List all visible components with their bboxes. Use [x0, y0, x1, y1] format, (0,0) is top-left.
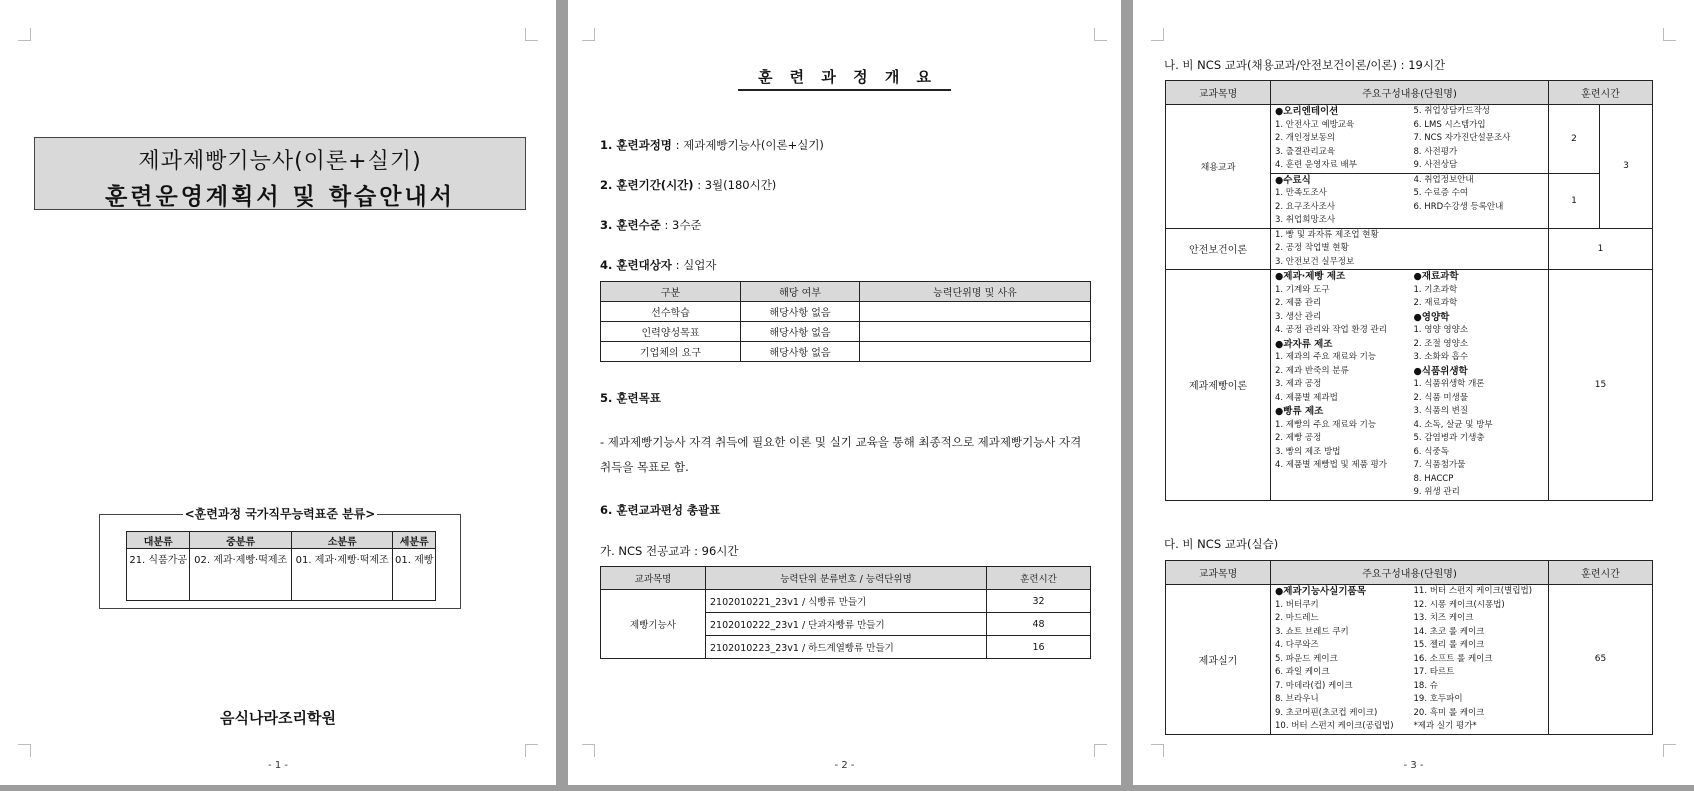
crop-mark — [1663, 28, 1676, 41]
list-item: 1. 빵 및 과자류 제조업 현황 — [1275, 229, 1379, 240]
table-row — [601, 302, 1091, 322]
course-target: 4. 훈련대상자 : 실업자 — [600, 258, 717, 272]
table-header: 능력단위명 및 사유 — [860, 282, 1091, 302]
table-cell: 16 — [987, 636, 1091, 659]
list-item: 2. 제빵 공정 — [1275, 433, 1322, 443]
table-header: 대분류 — [127, 532, 190, 549]
table-cell: 15 — [1549, 270, 1653, 501]
list-item: 2. 식품 미생물 — [1413, 392, 1469, 403]
page-number: - 2 - — [834, 760, 855, 771]
practice-list-left — [1271, 585, 1410, 734]
list-item: 4. 훈련 운영자료 배부 — [1275, 160, 1357, 170]
list-item: 13. 치즈 케이크 — [1413, 613, 1474, 623]
table-header: 세분류 — [393, 532, 436, 549]
completion-list-left — [1271, 174, 1410, 228]
table-row — [1166, 585, 1653, 735]
ncs-classification-table — [126, 531, 436, 601]
list-item: ●식품위생학 — [1413, 365, 1468, 377]
crop-mark — [582, 744, 595, 757]
list-item: 4. 소독, 살균 및 방부 — [1413, 419, 1493, 430]
table-header: 훈련시간 — [987, 567, 1091, 590]
list-item: 3. 소화와 흡수 — [1413, 352, 1469, 362]
list-item: 1. 식품위생학 개론 — [1413, 379, 1485, 389]
list-item: *제과 실기 평가* — [1413, 721, 1477, 731]
list-item: 1. 버터쿠키 — [1275, 599, 1319, 610]
list-item: 3. 생산 관리 — [1275, 311, 1322, 322]
table-header: 훈련시간 — [1549, 81, 1653, 105]
theory-list-right — [1410, 270, 1549, 500]
goal-heading: 5. 훈련목표 — [600, 391, 661, 405]
table-row — [601, 342, 1091, 362]
orientation-list-left — [1271, 105, 1410, 173]
table-cell: 48 — [987, 613, 1091, 636]
list-item: 1. 만족도조사 — [1275, 188, 1327, 198]
table-header: 주요구성내용(단원명) — [1271, 81, 1549, 105]
table-cell — [860, 342, 1091, 362]
table-header: 능력단위 분류번호 / 능력단위명 — [706, 567, 987, 590]
table-cell: 2102010223_23v1 / 하드계열빵류 만들기 — [706, 636, 987, 659]
title-box — [34, 137, 526, 210]
page-1 — [0, 0, 556, 785]
crop-mark — [1663, 744, 1676, 757]
theory-cell — [1271, 270, 1549, 501]
safety-list — [1271, 228, 1549, 270]
list-item: 9. 사전상담 — [1413, 160, 1458, 170]
ncs-course-table — [600, 566, 1091, 659]
list-item: 9. 위생 관리 — [1413, 487, 1460, 497]
list-item: 6. 식중독 — [1413, 446, 1449, 457]
list-item: 5. 취업상담카드작성 — [1413, 106, 1491, 116]
list-item: ●빵류 제조 — [1275, 406, 1324, 417]
target-table — [600, 281, 1091, 362]
table-cell: 2102010222_23v1 / 단과자빵류 만들기 — [706, 613, 987, 636]
page-2 — [568, 0, 1121, 785]
theory-list-left — [1271, 270, 1410, 500]
list-item: 16. 소프트 롤 케이크 — [1413, 653, 1493, 664]
crop-mark — [525, 744, 538, 757]
list-item: 8. 브라우니 — [1275, 694, 1319, 704]
list-item: 15. 젤리 롤 케이크 — [1413, 640, 1485, 650]
list-item: 4. 다쿠와즈 — [1275, 640, 1319, 650]
table-cell: 인력양성목표 — [601, 322, 741, 342]
list-item: ●재료과학 — [1413, 271, 1459, 282]
list-item: 17. 타르트 — [1413, 667, 1455, 677]
table-cell: 1 — [1549, 228, 1653, 270]
table-header: 구분 — [601, 282, 741, 302]
list-item: 3. 안전보건 실무정보 — [1275, 256, 1355, 267]
list-item: ●제과기능사실기품목 — [1275, 586, 1366, 597]
crop-mark — [1094, 28, 1107, 41]
table-row — [1166, 228, 1653, 270]
table-row — [601, 322, 1091, 342]
list-item: 1. 제과의 주요 재료와 기능 — [1275, 352, 1377, 362]
list-item: 6. LMS 시스템가입 — [1413, 119, 1486, 130]
list-item: 18. 슈 — [1413, 680, 1438, 691]
list-item: 3. 쇼트 브레드 쿠키 — [1275, 626, 1349, 637]
crop-mark — [1151, 744, 1164, 757]
list-item: 4. 제품별 제과법 — [1275, 392, 1338, 403]
non-ncs-theory-label: 나. 비 NCS 교과(채용교과/안전보건이론/이론) : 19시간 — [1164, 58, 1446, 72]
list-item: 7. 식품첨가물 — [1413, 460, 1466, 470]
table-row — [1166, 270, 1653, 501]
table-cell: 02. 제과·제빵·떡제조 — [190, 549, 292, 601]
crop-mark — [1151, 28, 1164, 41]
list-item: 1. 기초과학 — [1413, 284, 1458, 295]
list-item: 5. 파운드 케이크 — [1275, 653, 1338, 664]
table-header: 교과목명 — [601, 567, 706, 590]
list-item: 2. 제품 관리 — [1275, 298, 1322, 308]
table-cell: 65 — [1549, 585, 1653, 735]
list-item: 14. 초코 롤 케이크 — [1413, 626, 1485, 637]
list-item: 4. 취업정보안내 — [1413, 174, 1474, 185]
summary-heading: 6. 훈련교과편성 총괄표 — [600, 503, 721, 517]
list-item: 12. 시퐁 케이크(시퐁법) — [1413, 599, 1505, 610]
list-item: 2. 마드레느 — [1275, 613, 1319, 623]
table-cell: 제과제빵이론 — [1166, 270, 1271, 501]
crop-mark — [1094, 744, 1107, 757]
list-item: 10. 버터 스펀지 케이크(공립법) — [1275, 721, 1394, 731]
table-cell: 01. 제과·제빵·떡제조 — [291, 549, 393, 601]
page-3 — [1133, 0, 1694, 785]
table-row — [601, 590, 1091, 613]
list-item: 2. 재료과학 — [1413, 298, 1458, 308]
orientation-list-right — [1410, 105, 1549, 173]
completion-list-right — [1410, 174, 1549, 228]
crop-mark — [18, 28, 31, 41]
table-cell: 21. 식품가공 — [127, 549, 190, 601]
table-cell — [860, 322, 1091, 342]
course-name: 1. 훈련과정명 : 제과제빵기능사(이론+실기) — [600, 138, 824, 152]
list-item: 5. 감염병과 기생충 — [1413, 433, 1485, 443]
table-cell: 선수학습 — [601, 302, 741, 322]
crop-mark — [18, 744, 31, 757]
table-cell — [860, 302, 1091, 322]
ncs-box-title: <훈련과정 국가직무능력표준 분류> — [184, 507, 376, 521]
list-item: 19. 호두파이 — [1413, 694, 1463, 704]
list-item: 3. 제과 공정 — [1275, 379, 1322, 389]
list-item: 2. 제과 반죽의 분류 — [1275, 365, 1349, 376]
table-header: 주요구성내용(단원명) — [1271, 561, 1549, 585]
list-item: 3. 식품의 변질 — [1413, 406, 1469, 416]
list-item: 20. 흑미 롤 케이크 — [1413, 707, 1485, 718]
table-cell: 해당사항 없음 — [741, 342, 860, 362]
document-title: 제과제빵기능사(이론+실기) — [138, 149, 422, 174]
table-cell: 기업체의 요구 — [601, 342, 741, 362]
list-item: 3. 출결관리교육 — [1275, 146, 1336, 157]
practice-list-right — [1410, 585, 1549, 734]
list-item: 7. 마데라(컵) 케이크 — [1275, 680, 1353, 691]
course-duration: 2. 훈련기간(시간) : 3월(180시간) — [600, 178, 777, 192]
table-header: 교과목명 — [1166, 81, 1271, 105]
list-item: 8. 사전평가 — [1413, 146, 1458, 157]
table-cell: 제빵기능사 — [601, 590, 706, 659]
table-cell: 1 — [1549, 173, 1600, 228]
list-item: 2. 요구조사조사 — [1275, 201, 1336, 212]
list-item: 4. 제품별 제빵법 및 제품 평가 — [1275, 460, 1387, 470]
table-header: 훈련시간 — [1549, 561, 1653, 585]
list-item: ●수료식 — [1275, 174, 1311, 186]
crop-mark — [582, 28, 595, 41]
table-cell: 2102010221_23v1 / 식빵류 만들기 — [706, 590, 987, 613]
table-cell: 제과실기 — [1166, 585, 1271, 735]
section-heading: 훈 련 과 정 개 요 — [738, 68, 951, 91]
orientation-cell — [1271, 105, 1549, 174]
list-item: 8. HACCP — [1413, 473, 1454, 484]
list-item: 4. 공정 관리와 작업 환경 관리 — [1275, 325, 1387, 335]
table-cell: 01. 제빵 — [393, 549, 436, 601]
list-item: 5. 수료증 수여 — [1413, 188, 1469, 198]
list-item: 1. 기계와 도구 — [1275, 284, 1330, 295]
list-item: ●영양학 — [1413, 311, 1450, 323]
list-item: ●과자류 제조 — [1275, 338, 1333, 350]
page-number: - 1 - — [268, 760, 288, 771]
course-level: 3. 훈련수준 : 3수준 — [600, 218, 702, 232]
list-item: 1. 제빵의 주요 재료와 기능 — [1275, 419, 1377, 430]
crop-mark — [525, 28, 538, 41]
document-subtitle: 훈련운영계획서 및 학습안내서 — [105, 184, 455, 210]
non-ncs-practice-table — [1165, 560, 1653, 735]
list-item: 2. 조절 영양소 — [1413, 338, 1469, 349]
table-cell: 2 — [1549, 105, 1600, 174]
practice-cell — [1271, 585, 1549, 735]
table-cell: 32 — [987, 590, 1091, 613]
list-item: 2. 공정 작업별 현황 — [1275, 243, 1349, 253]
table-cell: 3 — [1600, 105, 1653, 229]
table-header: 소분류 — [291, 532, 393, 549]
list-item: 1. 안전사고 예방교육 — [1275, 119, 1355, 130]
list-item: 9. 초코머핀(초코컵 케이크) — [1275, 707, 1378, 718]
academy-name: 음식나라조리학원 — [220, 709, 336, 727]
list-item: 7. NCS 자가진단설문조사 — [1413, 133, 1511, 143]
table-cell: 채용교과 — [1166, 105, 1271, 229]
table-row — [1166, 105, 1653, 174]
list-item: 2. 개인정보동의 — [1275, 133, 1336, 143]
table-header: 교과목명 — [1166, 561, 1271, 585]
list-item: ●제과·제빵 제조 — [1275, 271, 1346, 282]
list-item: ●오리엔테이션 — [1275, 106, 1339, 117]
table-cell: 해당사항 없음 — [741, 322, 860, 342]
ncs-section-label: 가. NCS 전공교과 : 96시간 — [600, 544, 739, 558]
table-header: 중분류 — [190, 532, 292, 549]
list-item: 1. 영양 영양소 — [1413, 325, 1469, 335]
non-ncs-practice-label: 다. 비 NCS 교과(실습) — [1164, 537, 1279, 551]
list-item: 6. 과일 케이크 — [1275, 667, 1330, 677]
list-item: 3. 빵의 제조 방법 — [1275, 446, 1341, 457]
non-ncs-theory-table — [1165, 80, 1653, 501]
list-item: 6. HRD수강생 등록안내 — [1413, 201, 1504, 212]
table-header: 해당 여부 — [741, 282, 860, 302]
page-number: - 3 - — [1403, 760, 1424, 771]
completion-cell — [1271, 173, 1549, 228]
table-cell: 해당사항 없음 — [741, 302, 860, 322]
list-item: 3. 취업희망조사 — [1275, 215, 1336, 225]
list-item: 11. 버터 스펀지 케이크(별립법) — [1413, 586, 1533, 596]
goal-text: - 제과제빵기능사 자격 취득에 필요한 이론 및 실기 교육을 통해 최종적으로 제과제빵기능사 자격 취득을 목표로 함. — [600, 435, 1082, 474]
ncs-classification-box — [99, 507, 461, 609]
table-cell: 안전보건이론 — [1166, 228, 1271, 270]
